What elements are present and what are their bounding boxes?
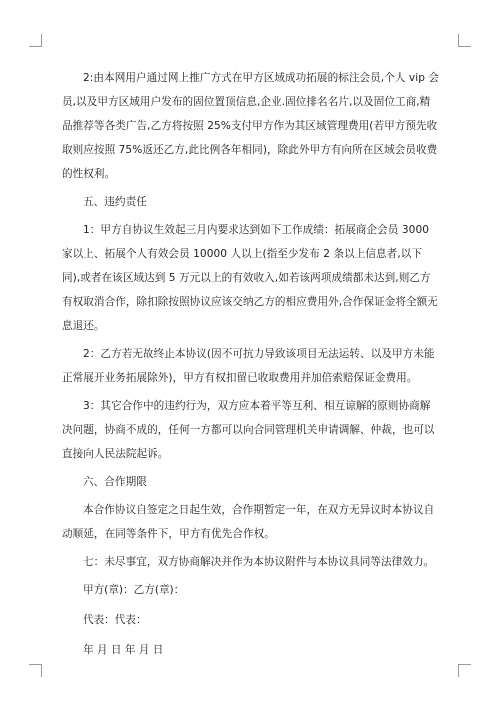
- signature-date-line: 年 月 日 年 月 日: [83, 644, 164, 656]
- section-heading-breach: 五、违约责任: [83, 196, 147, 208]
- paragraph-other-matters: 七：未尽事宜，双方协商解决并作为本协议附件与本协议具同等法律效力。: [83, 556, 435, 568]
- crop-mark-bottom-right: [458, 664, 471, 677]
- paragraph-breach-2: 2：乙方若无故终止本协议(因不可抗力导致该项目无法运转、以及甲方未能正常展开业务拓展除外)，甲方有权扣留已收取费用并加倍索赔保证金费用。: [62, 348, 435, 384]
- signature-parties-line: 甲方(章)：乙方(章)：: [83, 584, 185, 596]
- crop-mark-top-right: [458, 34, 471, 47]
- crop-mark-top-left: [29, 34, 42, 47]
- section-heading-term: 六、合作期限: [83, 476, 147, 488]
- paragraph-clause-2-promotion: 2:由本网用户通过网上推广方式在甲方区域成功拓展的标注会员,个人 vip 会员,以及甲方区域用户发布的固位置顶信息,企业.固位排名名片,以及固位工商,精品推荐等各类广告,乙方将按照 25%支付甲方作为其区域管理费用(若甲方预先收取则应按照 75%返还乙方,此比例各年相同)，除此外甲方有向所在区域会员收费的性权利。: [62, 72, 440, 180]
- paragraph-breach-3: 3：其它合作中的违约行为，双方应本着平等互利、相互谅解的原则协商解决问题，协商不成的，任何一方都可以向合同管理机关申请调解、仲裁，也可以直接向人民法院起诉。: [62, 400, 435, 460]
- crop-mark-bottom-left: [29, 664, 42, 677]
- signature-representatives-line: 代表：代表：: [83, 614, 147, 626]
- document-body: [62, 66, 440, 662]
- paragraph-breach-1: 1：甲方自协议生效起三月内要求达到如下工作成绩：拓展商企会员 3000 家以上、拓展个人有效会员 10000 人以上(指至少发布 2 条以上信息者,以下同),或者在该区域达到 5 万元以上的有效收入,如若该两项成绩都未达到,则乙方有权取消合作，除扣除按照协议应该交纳乙方的相应费用外,合作保证金将全额无息退还。: [62, 224, 438, 332]
- paragraph-term: 本合作协议自签定之日起生效，合作期暂定一年，在双方无异议时本协议自动顺延，在同等条件下，甲方有优先合作权。: [62, 504, 435, 540]
